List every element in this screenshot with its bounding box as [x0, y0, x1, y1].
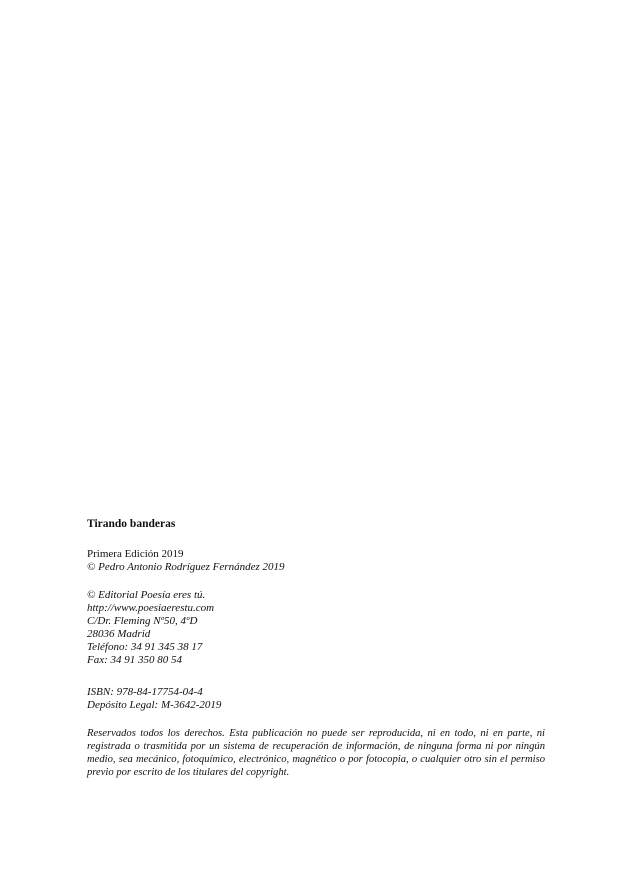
rights-block	[87, 727, 545, 779]
isbn-number: ISBN: 978-84-17754-04-4	[87, 686, 203, 698]
edition-line: Primera Edición 2019	[87, 548, 184, 560]
title-block	[87, 518, 545, 531]
publisher-url: http://www.poesiaerestu.com	[87, 602, 215, 614]
publisher-address: C/Dr. Fleming Nº50, 4ºD	[87, 615, 198, 627]
publisher-fax: Fax: 34 91 350 80 54	[87, 654, 183, 666]
legal-deposit: Depósito Legal: M-3642-2019	[87, 699, 222, 711]
isbn-block	[87, 686, 545, 712]
publisher-city: 28036 Madrid	[87, 628, 151, 640]
publisher-name: © Editorial Poesía eres tú.	[87, 589, 206, 601]
publisher-block	[87, 589, 545, 667]
rights-notice: Reservados todos los derechos. Esta publicación no puede ser reproducida, ni en todo, ni en parte, ni registrada o trasmitida por un sistema de recuperación de información, de ninguna forma ni por ningún medio, sea mecánico, fotoquímico, electrónico, magnético o por fotocopia, o cualquier otro sin el permiso previo por escrito de los titulares del copyright.	[87, 728, 545, 778]
author-copyright: © Pedro Antonio Rodríguez Fernández 2019	[87, 561, 285, 573]
edition-block	[87, 548, 545, 574]
publisher-phone: Teléfono: 34 91 345 38 17	[87, 641, 203, 653]
book-title: Tirando banderas	[87, 518, 176, 530]
